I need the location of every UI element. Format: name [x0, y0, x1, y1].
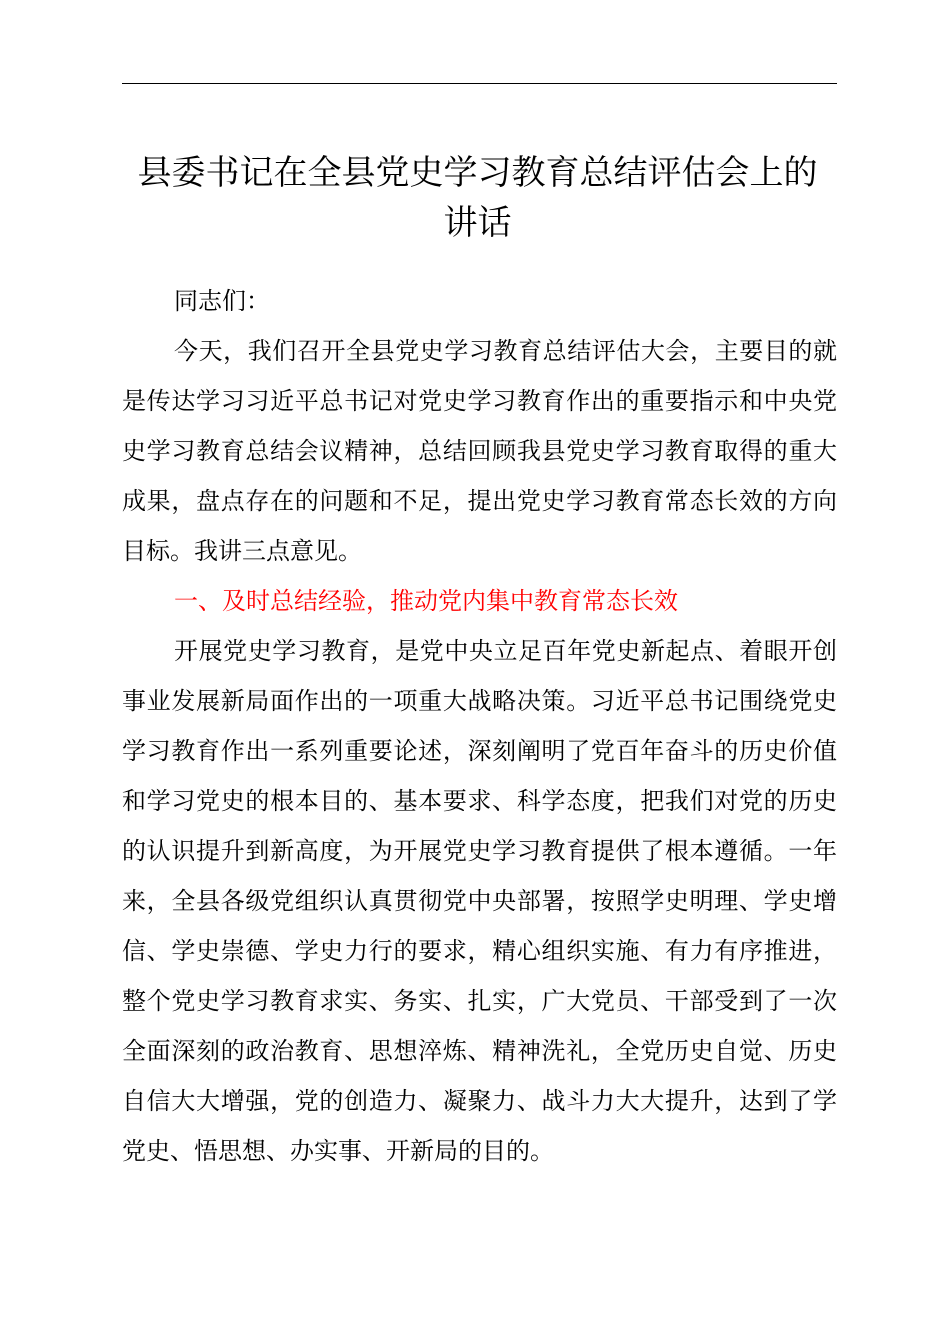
document-title — [120, 148, 835, 248]
section-heading-1: 一、及时总结经验，推动党内集中教育常态长效 — [174, 587, 678, 615]
header-rule — [122, 83, 837, 84]
title-line-1: 县委书记在全县党史学习教育总结评估会上的 — [137, 153, 818, 193]
title-line-2: 讲话 — [443, 203, 512, 243]
paragraph-section-1: 开展党史学习教育，是党中央立足百年党史新起点、着眼开创事业发展新局面作出的一项重大战略决策。习近平总书记围绕党史学习教育作出一系列重要论述，深刻阐明了党百年奋斗的历史价值和学习党史的根本目的、基本要求、科学态度，把我们对党的历史的认识提升到新高度，为开展党史学习教育提供了根本遵循。一年来，全县各级党组织认真贯彻党中央部署，按照学史明理、学史增信、学史崇德、学史力行的要求，精心组织实施、有力有序推进，整个党史学习教育求实、务实、扎实，广大党员、干部受到了一次全面深刻的政治教育、思想淬炼、精神洗礼，全党历史自觉、历史自信大大增强，党的创造力、凝聚力、战斗力大大提升，达到了学党史、悟思想、办实事、开新局的目的。 — [122, 637, 837, 1165]
paragraph-intro: 今天，我们召开全县党史学习教育总结评估大会，主要目的就是传达学习习近平总书记对党史学习教育作出的重要指示和中央党史学习教育总结会议精神，总结回顾我县党史学习教育取得的重大成果，盘点存在的问题和不足，提出党史学习教育常态长效的方向目标。我讲三点意见。 — [122, 337, 837, 565]
document-body — [122, 276, 837, 1176]
greeting: 同志们： — [174, 287, 270, 315]
